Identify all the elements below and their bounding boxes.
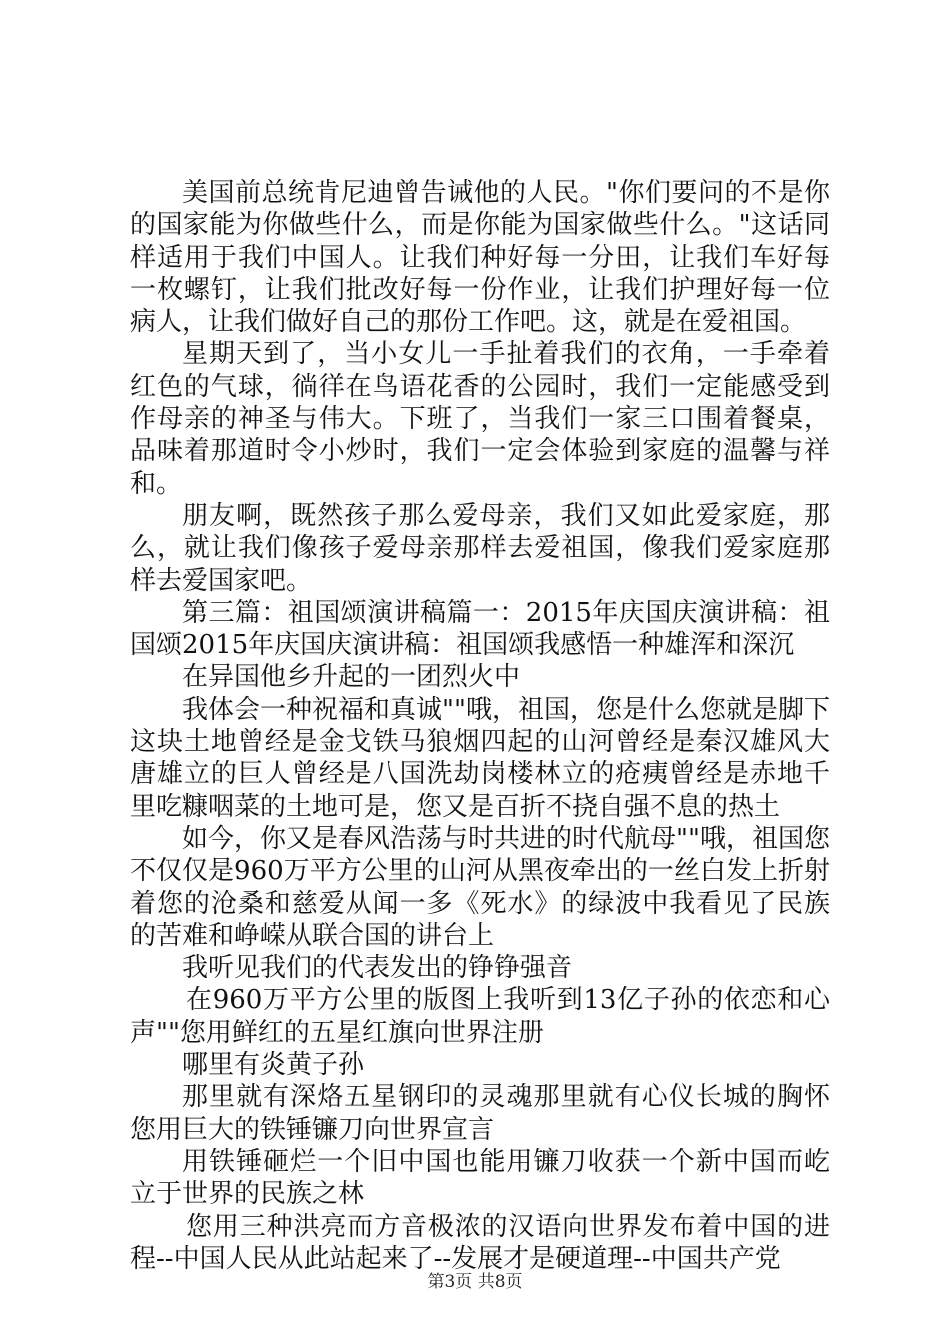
paragraph: 我体会一种祝福和真诚""哦，祖国，您是什么您就是脚下这块土地曾经是金戈铁马狼烟四起的山河曾经是秦汉雄风大唐雄立的巨人曾经是八国洗劫岗楼林立的疮痍曾经是赤地千里吃糠咽菜的土地可是，您又是百折不挠自强不息的热土 [130,694,830,822]
paragraph: 美国前总统肯尼迪曾告诫他的人民。"你们要问的不是你的国家能为你做些什么，而是你能为国家做些什么。"这话同样适用于我们中国人。让我们种好每一分田，让我们车好每一枚螺钉，让我们批改好每一份作业，让我们护理好每一位病人，让我们做好自己的那份工作吧。这，就是在爱祖国。 [130,178,830,338]
paragraph: 如今，你又是春风浩荡与时共进的时代航母""哦，祖国您不仅仅是960万平方公里的山河从黑夜牵出的一丝白发上折射着您的沧桑和慈爱从闻一多《死水》的绿波中我看见了民族的苦难和峥嵘从联合国的讲台上 [130,823,830,951]
paragraph: 用铁锤砸烂一个旧中国也能用镰刀收获一个新中国而屹立于世界的民族之林 [130,1146,830,1210]
paragraph: 哪里有炎黄子孙 [182,1050,365,1081]
paragraph: 我听见我们的代表发出的铮铮强音 [182,953,573,984]
document-body [130,177,830,1275]
paragraph: 第三篇：祖国颂演讲稿篇一：2015年庆国庆演讲稿：祖国颂2015年庆国庆演讲稿：祖国颂我感悟一种雄浑和深沉 [130,597,830,661]
paragraph: 朋友啊，既然孩子那么爱母亲，我们又如此爱家庭，那么，就让我们像孩子爱母亲那样去爱祖国，像我们爱家庭那样去爱国家吧。 [130,500,830,596]
paragraph: 那里就有深烙五星钢印的灵魂那里就有心仪长城的胸怀您用巨大的铁锤镰刀向世界宣言 [130,1082,830,1145]
paragraph: 星期天到了，当小女儿一手扯着我们的衣角，一手牵着红色的气球，徜徉在鸟语花香的公园时，我们一定能感受到作母亲的神圣与伟大。下班了，当我们一家三口围着餐桌，品味着那道时令小炒时，我们一定会体验到家庭的温馨与祥和。 [130,339,830,499]
paragraph: 您用三种洪亮而方音极浓的汉语向世界发布着中国的进程--中国人民从此站起来了--发展才是硬道理--中国共产党 [130,1211,830,1274]
page-number-footer: 第3页 共8页 [427,1272,523,1292]
paragraph: 在960万平方公里的版图上我听到13亿子孙的依恋和心声""您用鲜红的五星红旗向世界注册 [130,985,830,1048]
paragraph: 在异国他乡升起的一团烈火中 [182,662,521,693]
